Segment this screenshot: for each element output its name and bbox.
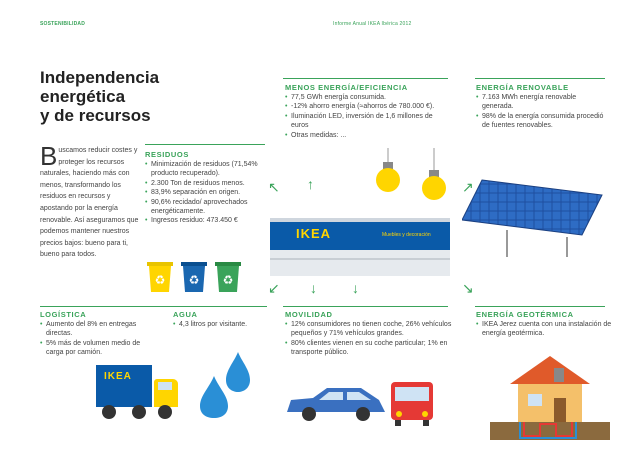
renovable-title: ENERGÍA RENOVABLE <box>476 83 569 92</box>
list-item: • 77,5 GWh energía consumida. <box>285 93 435 102</box>
list-item: • IKEA Jerez cuenta con una instalación de energía geotérmica. <box>476 320 616 339</box>
svg-text:♻: ♻ <box>154 273 166 287</box>
geothermal-house-icon <box>490 350 610 440</box>
list-item: • 90,6% recidado/ aprovechados energéticamente. <box>145 198 265 217</box>
arrow-up-left-icon: ↖ <box>268 179 280 195</box>
eficiencia-list <box>285 93 435 140</box>
arrow-up-right-icon: ↗ <box>462 179 474 195</box>
arrow-down-icon: ↓ <box>352 280 359 296</box>
car-and-bus-icon <box>283 378 443 428</box>
solar-panels-icon <box>462 175 612 260</box>
list-item: • Aumento del 8% en entregas directas. <box>40 320 155 339</box>
logistica-divider <box>40 306 190 307</box>
report-title: Informe Anual IKEA Ibérica 2012 <box>333 21 412 27</box>
geotermica-list <box>476 320 616 339</box>
store-logo: IKEA <box>296 226 332 241</box>
eficiencia-divider <box>283 78 448 79</box>
list-item: • 2.300 Ton de residuos menos. <box>145 179 265 188</box>
residuos-divider <box>145 144 265 145</box>
agua-divider <box>172 306 267 307</box>
list-item: • 5% más de volumen medio de carga por camión. <box>40 339 155 358</box>
residuos-list <box>145 160 265 226</box>
list-item: • 83,9% separación en origen. <box>145 188 265 197</box>
svg-text:♻: ♻ <box>222 273 234 287</box>
truck-logo: IKEA <box>104 371 132 382</box>
list-item: • -12% ahorro energía (≈ahorros de 780.000 €). <box>285 102 435 111</box>
light-bulbs-icon <box>370 148 460 208</box>
list-item: • 12% consumidores no tienen coche, 26% vehículos pequeños y 71% vehículos grandes. <box>285 320 460 339</box>
list-item: • 4,3 litros por visitante. <box>173 320 263 329</box>
logistica-title: LOGÍSTICA <box>40 310 87 319</box>
geotermica-divider <box>475 306 605 307</box>
water-drops-icon <box>198 350 254 420</box>
list-item: • Minimización de residuos (71,54% producto recuperado). <box>145 160 265 179</box>
agua-title: AGUA <box>173 310 198 319</box>
page-title: Independencia energética y de recursos <box>40 68 160 125</box>
arrow-down-right-icon: ↘ <box>462 280 474 296</box>
ikea-truck-illustration <box>96 365 182 423</box>
renovable-list <box>476 93 606 131</box>
store-sign: Muebles y decoración <box>382 232 431 238</box>
dropcap: B <box>40 141 58 171</box>
movilidad-divider <box>283 306 448 307</box>
renovable-divider <box>475 78 605 79</box>
intro-paragraph: Buscamos reducir costes y proteger los recursos naturales, haciendo más con menos, transformando los residuos en recursos y apostando por la energía renovable. Así aseguramos que podemos mantener nuestros precios bajos: bueno para ti, bueno para todos. <box>40 141 139 259</box>
section-label: SOSTENIBILIDAD <box>40 21 86 27</box>
eficiencia-title: MENOS ENERGÍA/EFICIENCIA <box>285 83 408 92</box>
list-item: • 98% de la energía consumida procedió de fuentes renovables. <box>476 112 606 131</box>
svg-text:♻: ♻ <box>188 273 200 287</box>
list-item: • Ingresos residuo: 473.450 € <box>145 216 265 225</box>
list-item: • 80% clientes vienen en su coche particular; 1% en transporte público. <box>285 339 460 358</box>
ikea-store-illustration <box>270 218 450 276</box>
list-item: • Otras medidas: ... <box>285 131 435 140</box>
agua-list <box>173 320 263 329</box>
list-item: • Iluminación LED, inversión de 1,6 millones de euros <box>285 112 435 131</box>
logistica-list <box>40 320 155 358</box>
list-item: • 7.163 MWh energía renovable generada. <box>476 93 606 112</box>
residuos-title: RESIDUOS <box>145 150 189 159</box>
arrow-down-left-icon: ↙ <box>268 280 280 296</box>
movilidad-list <box>285 320 460 358</box>
arrow-up-icon: ↑ <box>307 176 314 192</box>
recycle-bins-icon <box>145 258 245 294</box>
movilidad-title: MOVILIDAD <box>285 310 333 319</box>
arrow-down-icon: ↓ <box>310 280 317 296</box>
geotermica-title: ENERGÍA GEOTÉRMICA <box>476 310 574 319</box>
